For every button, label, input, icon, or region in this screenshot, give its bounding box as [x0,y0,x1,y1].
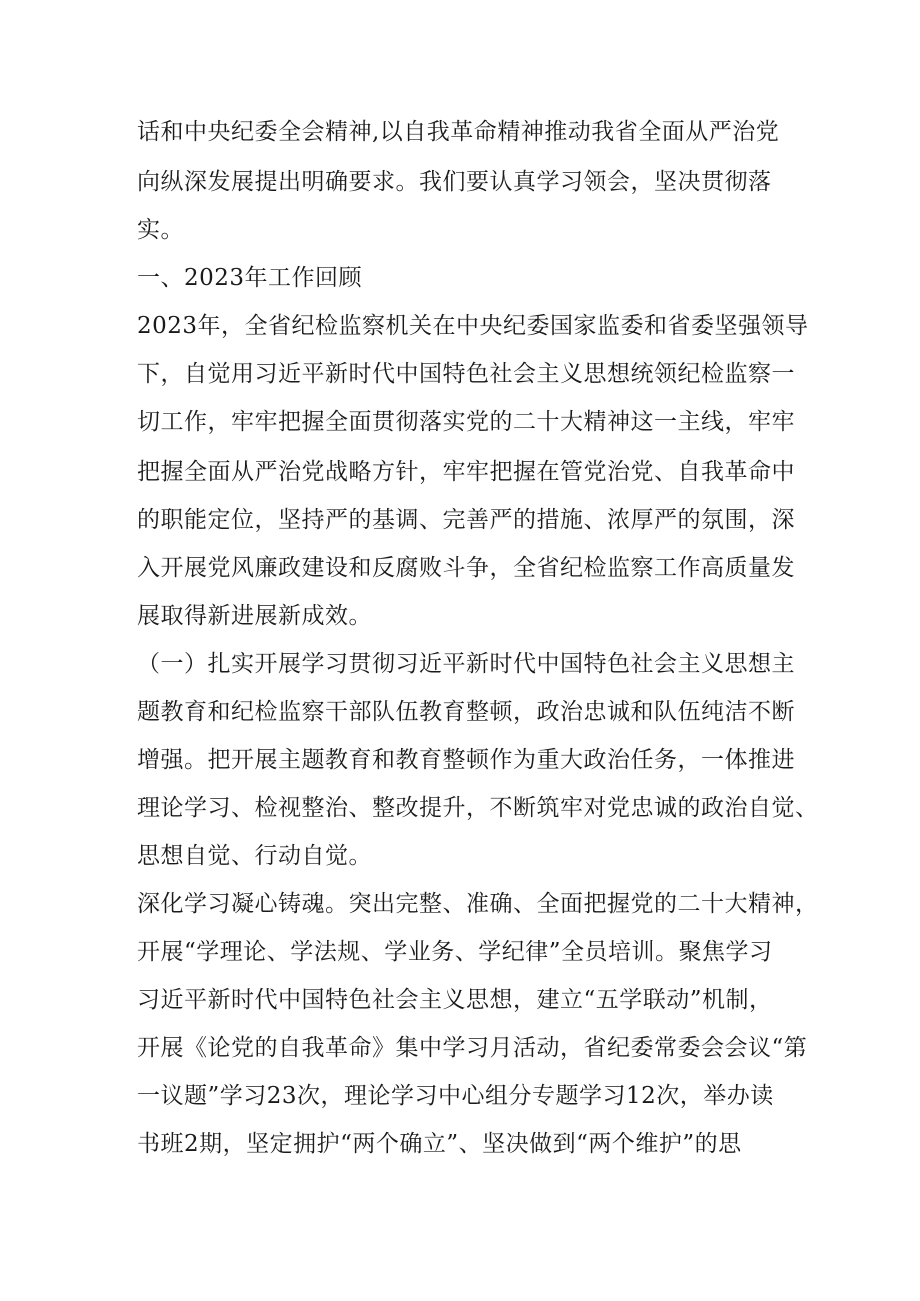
body-text-line: 下，自觉用习近平新时代中国特色社会主义思想统领纪检监察一 [137,361,795,387]
body-text-line: 话和中央纪委全会精神,以自我革命精神推动我省全面从严治党 [137,119,780,145]
body-text-line: 一议题”学习23次，理论学习中心组分专题学习12次，举办读 [137,1083,774,1109]
body-text-line: 切工作，牢牢把握全面贯彻落实党的二十大精神这一主线，牢牢 [137,409,795,435]
body-text-line: 题教育和纪检监察干部队伍教育整顿，政治忠诚和队伍纯洁不断 [137,699,795,725]
body-text-line: 习近平新时代中国特色社会主义思想，建立“五学联动”机制， [137,987,773,1013]
body-text-line: 理论学习、检视整治、整改提升，不断筑牢对党忠诚的政治自觉、 [137,795,819,821]
body-text-line: 开展“学理论、学法规、学业务、学纪律”全员培训。聚焦学习 [137,939,773,965]
body-text-line: 开展《论党的自我革命》集中学习月活动，省纪委常委会会议“第 [137,1035,808,1061]
body-text-line: 深化学习凝心铸魂。突出完整、准确、全面把握党的二十大精神， [137,891,819,917]
subsection-heading: （一）扎实开展学习贯彻习近平新时代中国特色社会主义思想主 [137,651,795,677]
body-text-line: 2023年，全省纪检监察机关在中央纪委国家监委和省委坚强领导 [137,313,809,339]
body-text-line: 书班2期，坚定拥护“两个确立”、坚决做到“两个维护”的思 [137,1131,742,1157]
body-text-line: 的职能定位，坚持严的基调、完善严的措施、浓厚严的氛围，深 [137,507,795,533]
body-text-line: 增强。把开展主题教育和教育整顿作为重大政治任务，一体推进 [137,747,795,773]
body-text-line: 思想自觉、行动自觉。 [137,843,372,869]
body-text-line: 把握全面从严治党战略方针，牢牢把握在管党治党、自我革命中 [137,459,795,485]
body-text-line: 实。 [137,217,184,243]
section-heading: 一、2023年工作回顾 [137,265,363,291]
body-text-line: 展取得新进展新成效。 [137,603,372,629]
body-text-line: 入开展党风廉政建设和反腐败斗争，全省纪检监察工作高质量发 [137,555,795,581]
body-text-line: 向纵深发展提出明确要求。我们要认真学习领会，坚决贯彻落 [137,169,772,195]
